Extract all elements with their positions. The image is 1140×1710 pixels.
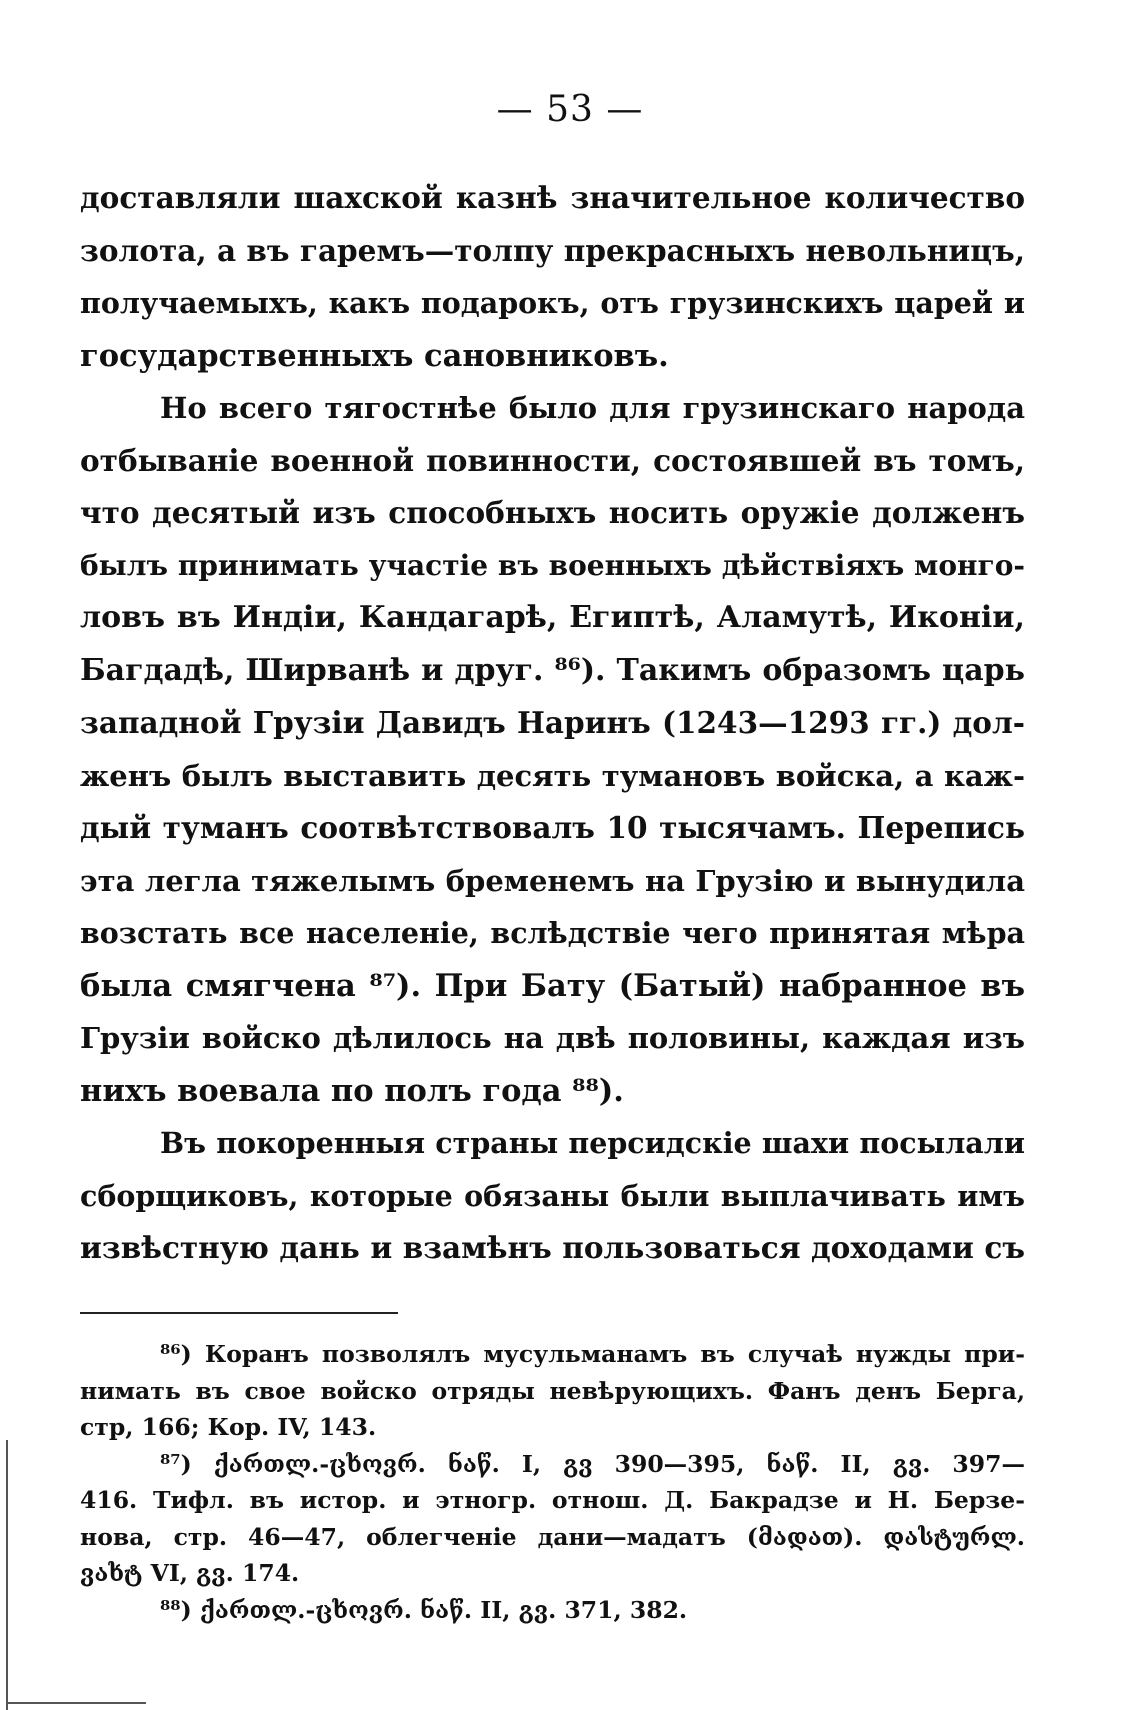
footnote-line: стр, 166; Кор. IV, 143. [80,1413,377,1441]
text-line: ловъ въ Индіи, Кандагарѣ, Египтѣ, Аламутѣ, Иконіи, [80,600,1025,635]
text-line: получаемыхъ, какъ подарокъ, отъ грузинскихъ царей и [80,286,1025,320]
text-line: возстать все населеніе, вслѣдствіе чего принятая мѣра [80,916,1025,950]
footnotes [80,1336,1025,1628]
main-text [80,172,1025,1275]
text-line: Въ покоренныя страны персидскіе шахи посылали [160,1126,1025,1160]
text-line: западной Грузіи Давидъ Наринъ (1243—1293 гг.) дол- [80,705,1025,740]
page-number: — 53 — [496,89,644,130]
text-line: сборщиковъ, которые обязаны были выплачивать имъ [80,1178,1025,1213]
text-line: дый туманъ соотвѣтствовалъ 10 тысячамъ. Перепись [80,810,1025,845]
footnote-line: 416. Тифл. въ истор. и этногр. отнош. Д. Бакрадзе и Н. Берзе- [80,1486,1025,1514]
text-line: государственныхъ сановниковъ. [80,337,669,374]
footnote-divider [80,1312,398,1314]
text-line: Багдадѣ, Ширванѣ и друг. ⁸⁶). Такимъ образомъ царь [80,652,1025,688]
text-line: нихъ воевала по полъ года ⁸⁸). [80,1072,624,1109]
scan-border-foot [6,1702,146,1704]
text-line: эта легла тяжелымъ бременемъ на Грузію и вынудила [80,863,1025,898]
text-line: былъ принимать участіе въ военныхъ дѣйствіяхъ монго- [80,548,1025,582]
footnote-line: ⁸⁶) Коранъ позволялъ мусульманамъ въ случаѣ нужды при- [160,1340,1025,1368]
text-line: Но всего тягостнѣе было для грузинскаго народа [160,391,1025,425]
scan-border-line [6,1440,8,1710]
text-line: что десятый изъ способныхъ носить оружіе долженъ [80,495,1025,530]
footnote-line: ვახტ VI, გვ. 174. [80,1559,300,1587]
footnote-line: ⁸⁸) ქართლ.-ცხოვრ. ნაწ. II, გვ. 371, 382. [160,1595,688,1624]
text-line: извѣстную дань и взамѣнъ пользоваться доходами съ [80,1230,1025,1265]
text-line: отбываніе военной повинности, состоявшей въ томъ, [80,442,1025,478]
text-line: золота, а въ гаремъ—толпу прекрасныхъ невольницъ, [80,232,1025,268]
footnote-line: нимать въ свое войско отряды невѣрующихъ. Фанъ денъ Берга, [80,1376,1025,1405]
text-line: Грузіи войско дѣлилось на двѣ половины, каждая изъ [80,1021,1025,1055]
footnote-line: нова, стр. 46—47, облегченіе дани—мадатъ (მადათ). დასტურლ. [80,1522,1025,1551]
footnote-line: ⁸⁷) ქართლ.-ცხოვრ. ნაწ. I, გვ 390—395, ნაწ. II, გვ. 397— [160,1449,1025,1478]
text-line: была смягчена ⁸⁷). При Бату (Батый) набранное въ [80,967,1025,1004]
text-line: женъ былъ выставить десять тумановъ войска, а каж- [80,758,1025,793]
text-line: доставляли шахской казнѣ значительное количество [80,180,1025,215]
